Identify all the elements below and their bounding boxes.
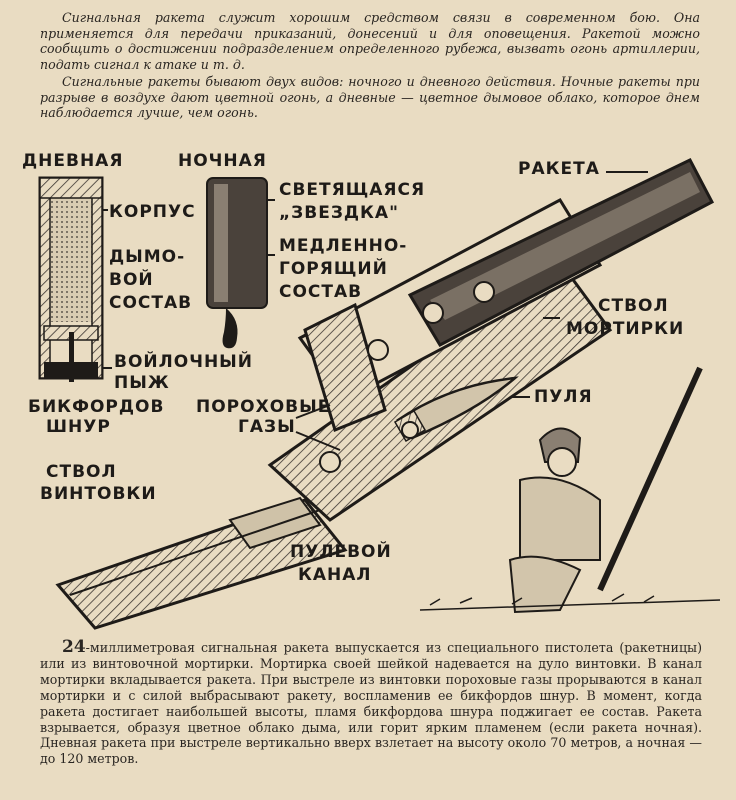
label-fuse-1: БИКФОРДОВ (28, 397, 165, 417)
label-fuse-2: ШНУР (46, 417, 111, 437)
label-rifle-2: ВИНТОВКИ (40, 484, 157, 504)
intro-paragraph-1: Сигнальная ракета служит хорошим средством связи в современном бою. Она применяется для передачи приказаний, донесений и для оповещения. Ракетой можно сообщить о достижении подразделением определенного рубежа, вызвать огонь артиллерии, подать сигнал к атаке и т. д. (40, 10, 700, 72)
night-rocket-diagram (207, 178, 267, 348)
label-mortar-2: МОРТИРКИ (566, 319, 685, 339)
label-slow-3: СОСТАВ (279, 282, 363, 302)
label-smoke-2: ВОЙ (109, 270, 154, 290)
label-slow-1: МЕДЛЕННО- (279, 236, 408, 256)
day-rocket-diagram (40, 178, 102, 382)
label-slow-2: ГОРЯЩИЙ (279, 259, 388, 279)
label-rocket: РАКЕТА (518, 159, 600, 179)
body-lead-number: 24 (62, 637, 86, 657)
intro-paragraph-2: Сигнальные ракеты бывают двух видов: ночного и дневного действия. Ночные ракеты при разрыве в воздухе дают цветной огонь, а дневные — цветное дымовое облако, которое днем наблюдается лучше, чем огонь. (40, 74, 700, 121)
label-star-2: „ЗВЕЗДКА" (279, 203, 399, 223)
label-smoke-1: ДЫМО- (109, 247, 186, 267)
label-day: ДНЕВНАЯ (22, 151, 124, 171)
label-gas-1: ПОРОХОВЫЕ (196, 397, 331, 417)
body-text: -миллиметровая сигнальная ракета выпускается из специального пистолета (ракетницы) или из винтовочной мортирки. Мортирка своей шейкой надевается на дуло винтовки. В канал мортирки вкладывается ракета. При выстреле из винтовки пороховые газы прорываются в канал мортирки и с силой выбрасывают ракету, воспламенив ее бикфордов шнур. В момент, когда ракета достигает наибольшей высоты, пламя бикфордова шнура поджигает ее состав. Ракета взрывается, образуя цветное облако дыма, или горит ярким пламенем (если ракета ночная). Дневная ракета при выстреле вертикально вверх взлетает на высоту около 70 метров, а ночная — до 120 метров. (40, 640, 702, 767)
label-body: КОРПУС (109, 202, 196, 222)
label-night: НОЧНАЯ (178, 151, 267, 171)
body-paragraph (40, 637, 702, 767)
label-gas-2: ГАЗЫ (238, 417, 296, 437)
label-felt-2: ПЫЖ (114, 373, 170, 393)
label-smoke-3: СОСТАВ (109, 293, 193, 313)
label-channel-1: ПУЛЕВОЙ (290, 542, 392, 562)
label-felt-1: ВОЙЛОЧНЫЙ (114, 352, 254, 372)
label-mortar-1: СТВОЛ (598, 296, 669, 316)
label-rifle-1: СТВОЛ (46, 462, 117, 482)
label-star-1: СВЕТЯЩАЯСЯ (279, 180, 426, 200)
label-channel-2: КАНАЛ (298, 565, 372, 585)
label-bullet: ПУЛЯ (534, 387, 593, 407)
rifle-barrel-drawing (58, 498, 345, 628)
